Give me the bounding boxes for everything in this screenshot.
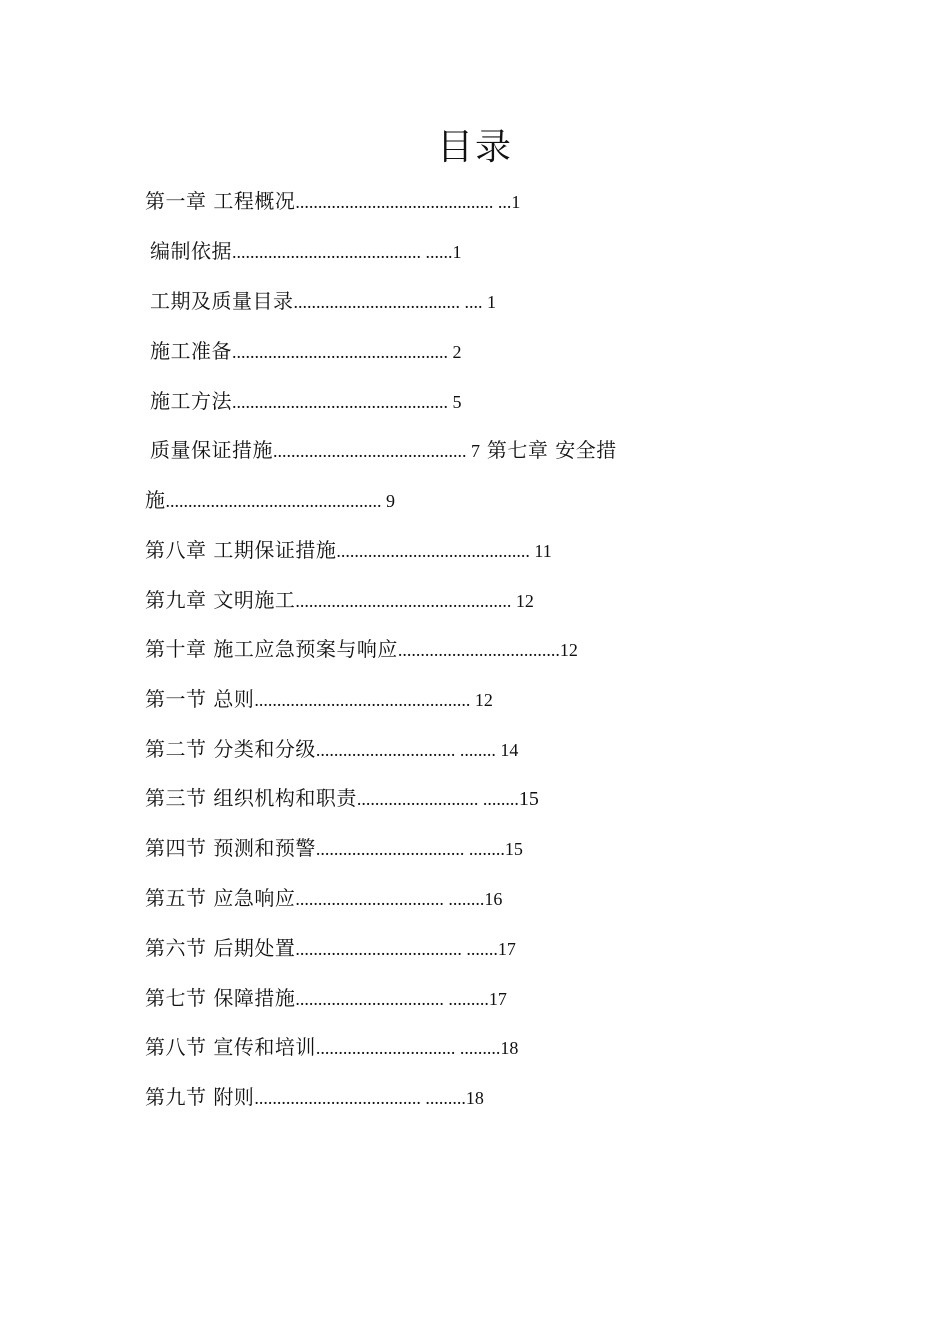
toc-leader-dots: ..................................... .........: [254, 1088, 466, 1108]
toc-entry[interactable]: [145, 1033, 518, 1062]
toc-entry-label: 施工方法: [150, 389, 232, 413]
toc-leader-dots: ............................... ........: [315, 740, 501, 760]
toc-leader-dots: ................................................: [165, 491, 386, 511]
toc-entry[interactable]: [145, 187, 520, 216]
toc-entry-label: 施: [145, 488, 166, 512]
toc-page-number: 7: [471, 441, 480, 461]
toc-entry[interactable]: [145, 834, 523, 863]
toc-leader-dots: ........................... ........: [356, 789, 519, 809]
toc-entry[interactable]: [145, 586, 534, 615]
toc-page-number: 12: [515, 591, 534, 611]
page-title: 目录: [436, 127, 513, 168]
toc-page-number: 11: [534, 541, 552, 561]
toc-entry[interactable]: [145, 984, 507, 1013]
toc-entry-label: 第十章 施工应急预案与响应: [145, 637, 398, 661]
toc-entry[interactable]: [150, 287, 496, 316]
toc-entry-label: 第八节 宣传和培训: [145, 1035, 316, 1059]
toc-entry-label: 质量保证措施: [150, 438, 273, 462]
toc-leader-dots: ..................................... ....: [293, 292, 487, 312]
toc-entry[interactable]: [145, 934, 516, 963]
toc-page-number: 15: [518, 788, 539, 810]
toc-page-number: 9: [386, 491, 395, 511]
toc-entry[interactable]: [150, 387, 462, 416]
toc-page-number: 18: [465, 1088, 484, 1108]
toc-entry[interactable]: [150, 237, 462, 266]
toc-leader-dots: ................................................: [295, 591, 516, 611]
toc-page-number: 15: [504, 839, 523, 859]
toc-leader-dots: ............................................ ...: [295, 192, 512, 212]
toc-page-number: 17: [488, 989, 507, 1009]
toc-page-number: 1: [452, 242, 462, 262]
toc-leader-dots: ...........................................: [336, 541, 535, 561]
toc-entry-label: 编制依据: [150, 239, 232, 263]
toc-leader-dots: ............................... .........: [315, 1038, 501, 1058]
toc-entry-label: 第八章 工期保证措施: [145, 538, 337, 562]
toc-page-number: 16: [484, 889, 503, 909]
toc-page-number: 14: [500, 740, 519, 760]
toc-leader-dots: ..................................... .......: [295, 939, 498, 959]
toc-leader-dots: ................................. .........: [295, 989, 489, 1009]
toc-entry[interactable]: [145, 884, 502, 913]
toc-entry-label-continued: 第七章 安全措: [480, 438, 617, 462]
toc-entry-label: 第九章 文明施工: [145, 588, 296, 612]
toc-leader-dots: ....................................: [397, 640, 560, 660]
toc-page-number: 2: [452, 342, 462, 362]
toc-page-number: 12: [474, 690, 493, 710]
toc-entry[interactable]: [145, 685, 493, 714]
toc-entry[interactable]: [150, 337, 462, 366]
toc-leader-dots: .......................................... ......: [232, 242, 453, 262]
toc-entry-label: 第九节 附则: [145, 1085, 255, 1109]
toc-page-number: 17: [497, 939, 516, 959]
toc-page-number: 5: [452, 392, 462, 412]
toc-page-number: 1: [487, 292, 496, 312]
toc-entry-label: 第二节 分类和分级: [145, 737, 316, 761]
toc-entry-label: 工期及质量目录: [150, 289, 294, 313]
toc-entry[interactable]: [145, 784, 539, 813]
toc-leader-dots: ................................................: [232, 392, 453, 412]
toc-leader-dots: ................................. ........: [295, 889, 485, 909]
toc-entry[interactable]: [145, 735, 518, 764]
toc-entry-label: 第六节 后期处置: [145, 936, 296, 960]
toc-entry-label: 第七节 保障措施: [145, 986, 296, 1010]
toc-page-number: 1: [511, 192, 521, 212]
toc-entry[interactable]: [145, 635, 578, 664]
toc-entry-label: 第一节 总则: [145, 687, 255, 711]
toc-leader-dots: ...........................................: [273, 441, 471, 461]
toc-entry[interactable]: [145, 536, 552, 565]
toc-entry-label: 第四节 预测和预警: [145, 836, 316, 860]
toc-entry-label: 第三节 组织机构和职责: [145, 786, 357, 810]
toc-page-number: 18: [500, 1038, 519, 1058]
toc-entry-label: 施工准备: [150, 339, 232, 363]
toc-entry[interactable]: [145, 1083, 484, 1112]
toc-page-number: 12: [559, 640, 578, 660]
toc-entry[interactable]: [145, 486, 395, 515]
toc-leader-dots: ................................................: [254, 690, 475, 710]
toc-leader-dots: ................................................: [232, 342, 453, 362]
toc-entry-label: 第一章 工程概况: [145, 189, 296, 213]
toc-entry[interactable]: [150, 436, 617, 465]
toc-leader-dots: ................................. ........: [315, 839, 505, 859]
toc-entry-label: 第五节 应急响应: [145, 886, 296, 910]
